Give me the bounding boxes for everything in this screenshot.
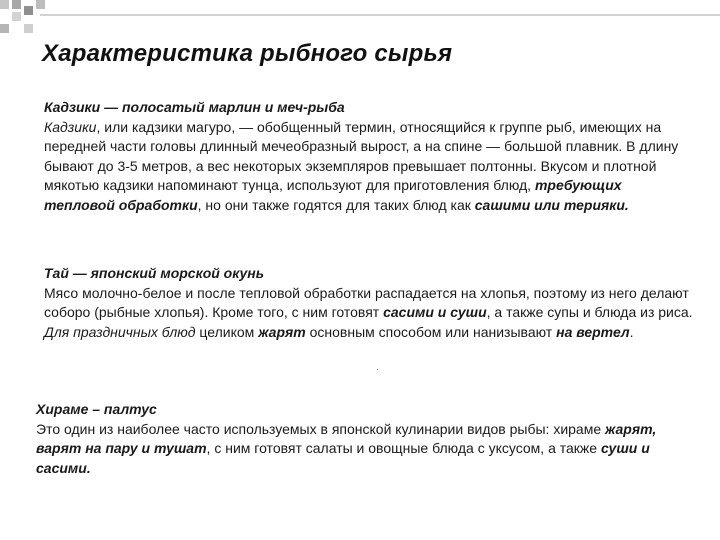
paragraph-text: основным способом или нанизывают <box>305 323 557 340</box>
section-paragraph <box>44 118 694 216</box>
section-hirame <box>36 400 696 478</box>
decor-square <box>36 0 45 9</box>
term-italic: Кадзики <box>44 118 97 135</box>
decor-square <box>24 6 33 15</box>
paragraph-text: Мясо молочно-белое и после тепловой обработки распадается на хлопья, поэтому из него делают соборо (рыбные хлопья). Кроме того, с ним готовят <box>44 284 689 320</box>
paragraph-text: . <box>629 323 634 340</box>
emphasis-text: жарят, варят на пару и тушат <box>36 420 657 456</box>
section-tai <box>44 264 694 342</box>
italic-text: Для праздничных блюд <box>44 323 196 340</box>
emphasis-text: на вертел <box>556 323 630 340</box>
corner-decoration <box>0 0 60 40</box>
paragraph-text: Это один из наиболее часто используемых в японской кулинарии видов рыбы: хираме <box>36 420 606 437</box>
paragraph-text: , а также супы и блюда из риса. <box>486 304 693 320</box>
emphasis-text: жарят <box>258 323 306 340</box>
section-heading: Кадзики — полосатый марлин и меч-рыба <box>44 99 345 115</box>
decor-square <box>0 0 9 9</box>
section-heading: Тай — японский морской окунь <box>44 265 265 281</box>
emphasis-text: сашими или терияки. <box>474 196 629 213</box>
decor-square <box>0 24 9 33</box>
stray-dot: . <box>376 362 379 373</box>
section-paragraph <box>44 284 694 343</box>
emphasis-text: сасими и суши <box>383 304 487 320</box>
paragraph-text: целиком <box>195 323 259 340</box>
emphasis-text: суши и сасими. <box>36 440 650 476</box>
paragraph-text: , но они также годятся для таких блюд как <box>197 196 475 213</box>
section-paragraph <box>36 420 696 479</box>
decor-square <box>24 24 33 33</box>
slide-title: Характеристика рыбного сырья <box>42 40 453 67</box>
top-divider-line <box>40 14 720 16</box>
decor-square <box>12 12 21 21</box>
paragraph-text: , или кадзики магуро, — обобщенный термин, относящийся к группе рыб, имеющих на передней части головы длинный мечеобразный вырост, а на спине — большой плавник. В длину бывают до 3-5 метров, а вес некоторых экземпляров превышает полтонны. Вкусом и плотной мякотью кадзики напоминают тунца, используют для приготовления блюд, <box>44 118 679 193</box>
section-kadziki <box>44 98 694 215</box>
emphasis-text: требующих тепловой обработки <box>44 177 622 213</box>
paragraph-text: , с ним готовят салаты и овощные блюда с уксусом, а также <box>206 440 601 456</box>
decor-square <box>12 0 21 9</box>
section-heading: Хираме – палтус <box>36 401 157 417</box>
